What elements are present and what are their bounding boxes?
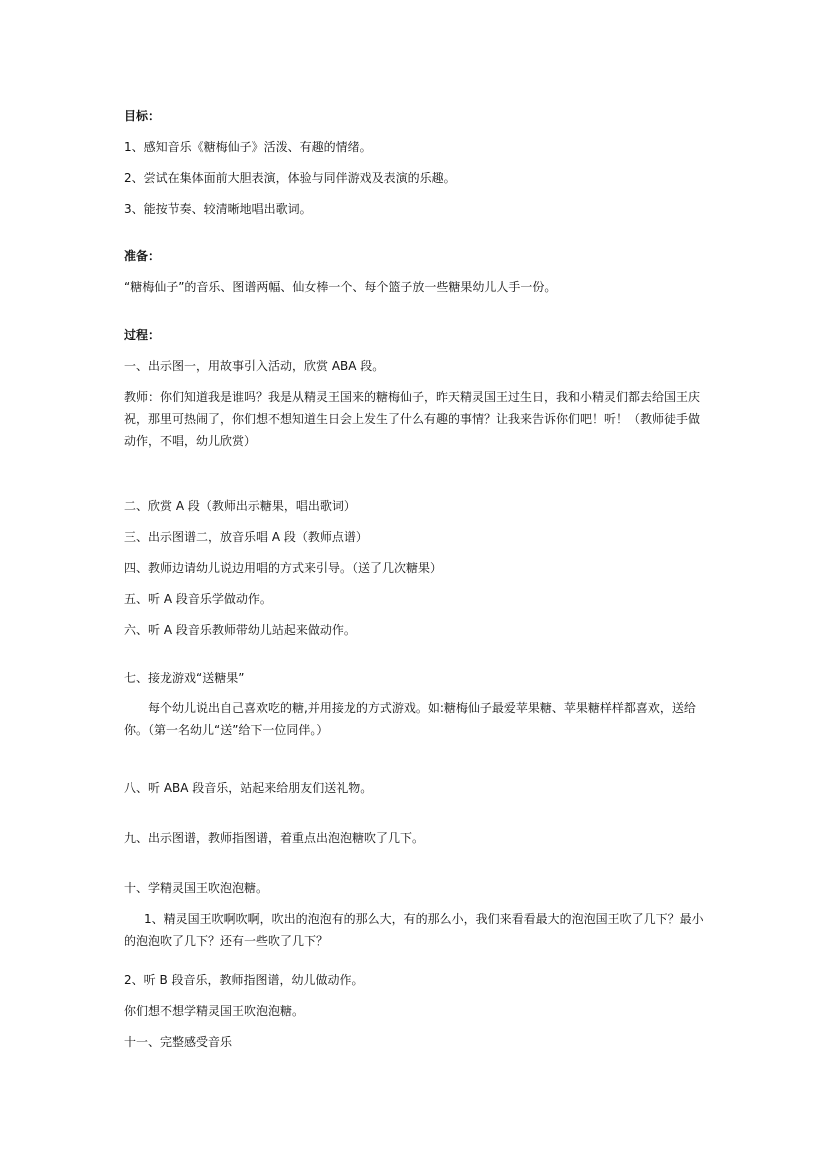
goal-item-2: 2、尝试在集体面前大胆表演，体验与同伴游戏及表演的乐趣。	[124, 171, 456, 185]
process-step-4: 四、教师边请幼儿说边用唱的方式来引导。（送了几次糖果）	[124, 561, 443, 575]
process-step-10-sub-2: 2、听 B 段音乐，教师指图谱，幼儿做动作。	[124, 973, 364, 987]
prep-heading: 准备：	[124, 249, 161, 263]
process-step-10: 十、学精灵国王吹泡泡糖。	[124, 881, 269, 895]
process-step-7: 七、接龙游戏“送糖果”	[124, 671, 245, 685]
process-step-5: 五、听 A 段音乐学做动作。	[124, 592, 272, 606]
process-step-8: 八、听 ABA 段音乐，站起来给朋友们送礼物。	[124, 781, 373, 795]
process-step-10-paragraph: 1、精灵国王吹啊吹啊，吹出的泡泡有的那么大，有的那么小，我们来看看最大的泡泡国王吹了几下？最小的泡泡吹了几下？还有一些吹了几下？	[124, 912, 704, 948]
goal-item-1: 1、感知音乐《糖梅仙子》活泼、有趣的情绪。	[124, 140, 372, 154]
teacher-paragraph: 教师：你们知道我是谁吗？我是从精灵王国来的糖梅仙子，昨天精灵国王过生日，我和小精灵们都去给国王庆祝，那里可热闹了，你们想不想知道生日会上发生了什么有趣的事情？让我来告诉你们吧！听！（教师徒手做动作，不唱，幼儿欣赏）	[124, 390, 701, 448]
process-step-2: 二、欣赏 A 段（教师出示糖果，唱出歌词）	[124, 499, 356, 513]
process-step-9: 九、出示图谱，教师指图谱，着重点出泡泡糖吹了几下。	[124, 831, 425, 845]
process-step-1: 一、出示图一，用故事引入活动，欣赏 ABA 段。	[124, 359, 385, 373]
process-step-7-paragraph: 每个幼儿说出自己喜欢吃的糖,并用接龙的方式游戏。如:糖梅仙子最爱苹果糖、苹果糖样样都喜欢，送给你。（第一名幼儿“送”给下一位同伴。）	[124, 701, 696, 737]
process-step-10-question: 你们想不想学精灵国王吹泡泡糖。	[124, 1004, 305, 1018]
process-step-6: 六、听 A 段音乐教师带幼儿站起来做动作。	[124, 623, 356, 637]
goal-item-3: 3、能按节奏、较清晰地唱出歌词。	[124, 202, 312, 216]
process-step-11: 十一、完整感受音乐	[124, 1035, 233, 1049]
process-heading: 过程：	[124, 328, 161, 342]
process-step-3: 三、出示图谱二，放音乐唱 A 段（教师点谱）	[124, 530, 368, 544]
goals-heading: 目标：	[124, 109, 161, 123]
prep-text: “糖梅仙子”的音乐、图谱两幅、仙女棒一个、每个篮子放一些糖果幼儿人手一份。	[124, 280, 557, 294]
